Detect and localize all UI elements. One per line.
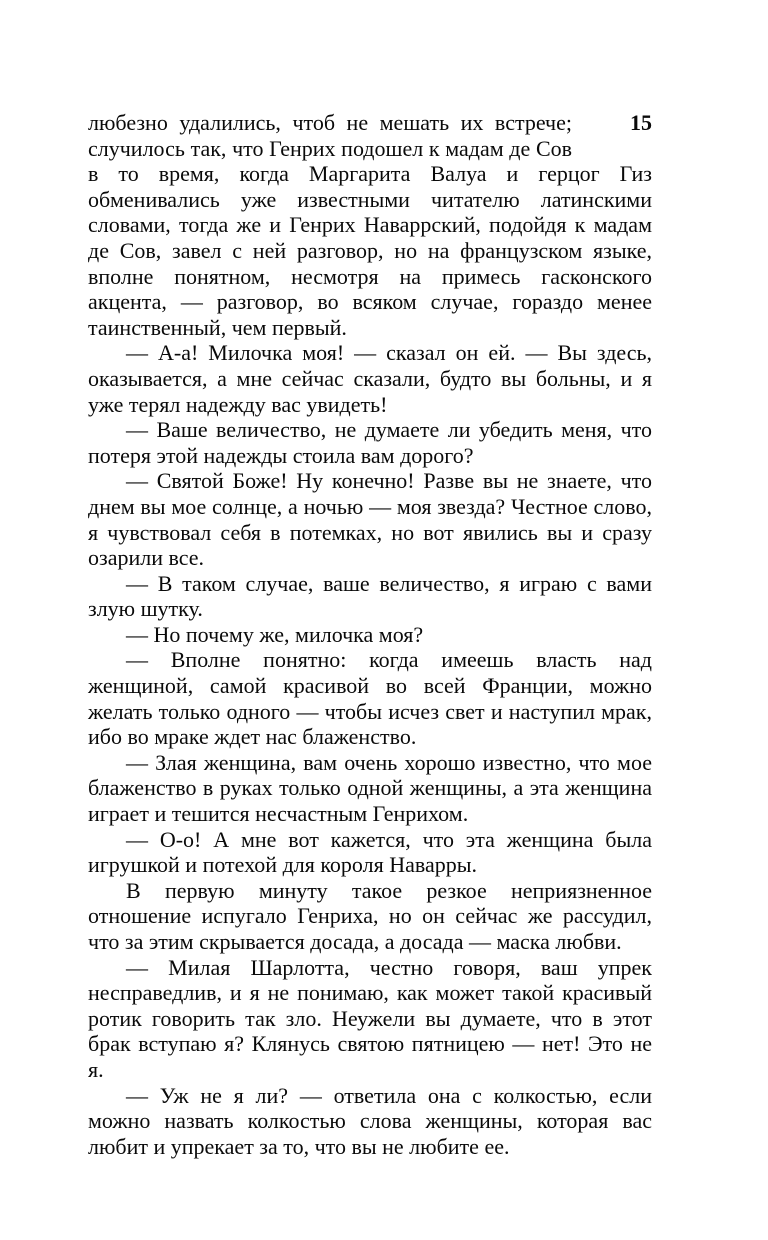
paragraph: любезно удалились, чтоб не мешать их встрече; случилось так, что Генрих подошел к мадам де Сов в то время, когда Маргарита Валуа и герцог Гиз обменивались уже известными читателю латинскими словами, тогда же и Генрих Наваррский, подойдя к мадам де Сов, завел с ней разговор, но на французском языке, вполне понятном, несмотря на примесь гасконского акцента, — разговор, во всяком случае, гораздо менее таинственный, чем первый.	[88, 110, 652, 340]
paragraph: В первую минуту такое резкое неприязненное отношение испугало Генриха, но он сейчас же рассудил, что за этим скрывается досада, а досада — маска любви.	[88, 877, 652, 954]
paragraph: — О-о! А мне вот кажется, что эта женщина была игрушкой и потехой для короля Наварры.	[88, 826, 652, 878]
text-block	[88, 110, 652, 1159]
paragraph: — В таком случае, ваше величество, я играю с вами злую шутку.	[88, 570, 652, 622]
paragraph: — Но почему же, милочка моя?	[126, 621, 424, 647]
page-text	[88, 110, 652, 1159]
paragraph: — Ваше величество, не думаете ли убедить меня, что потеря этой надежды стоила вам дорого?	[88, 417, 652, 468]
paragraph: — Уж не я ли? — ответила она с колкостью, если можно назвать колкостью слова женщины, которая вас любит и упрекает за то, что вы не любите ее.	[88, 1082, 652, 1159]
paragraph: — А-а! Милочка моя! — сказал он ей. — Вы здесь, оказывается, а мне сейчас сказали, будто вы больны, и я уже терял надежду вас увидеть!	[88, 340, 652, 417]
paragraph: — Вполне понятно: когда имеешь власть над женщиной, самой красивой во всей Франции, можно желать только одного — чтобы исчез свет и наступил мрак, ибо во мраке ждет нас блаженство.	[88, 647, 652, 750]
page-number-value: 15	[630, 110, 652, 135]
paragraph: — Милая Шарлотта, честно говоря, ваш упрек несправедлив, и я не понимаю, как может такой красивый ротик говорить так зло. Неужели вы думаете, что в этот брак вступаю я? Клянусь святою пятницею — нет! Это не я.	[88, 954, 652, 1082]
paragraph: — Святой Боже! Ну конечно! Разве вы не знаете, что днем вы мое солнце, а ночью — моя звезда? Честное слово, я чувствовал себя в потемках, но вот явились вы и сразу озарили все.	[88, 468, 652, 571]
page-number	[572, 110, 652, 160]
paragraph: — Злая женщина, вам очень хорошо известно, что мое блаженство в руках только одной женщины, а эта женщина играет и тешится несчастным Генрихом.	[88, 749, 652, 827]
